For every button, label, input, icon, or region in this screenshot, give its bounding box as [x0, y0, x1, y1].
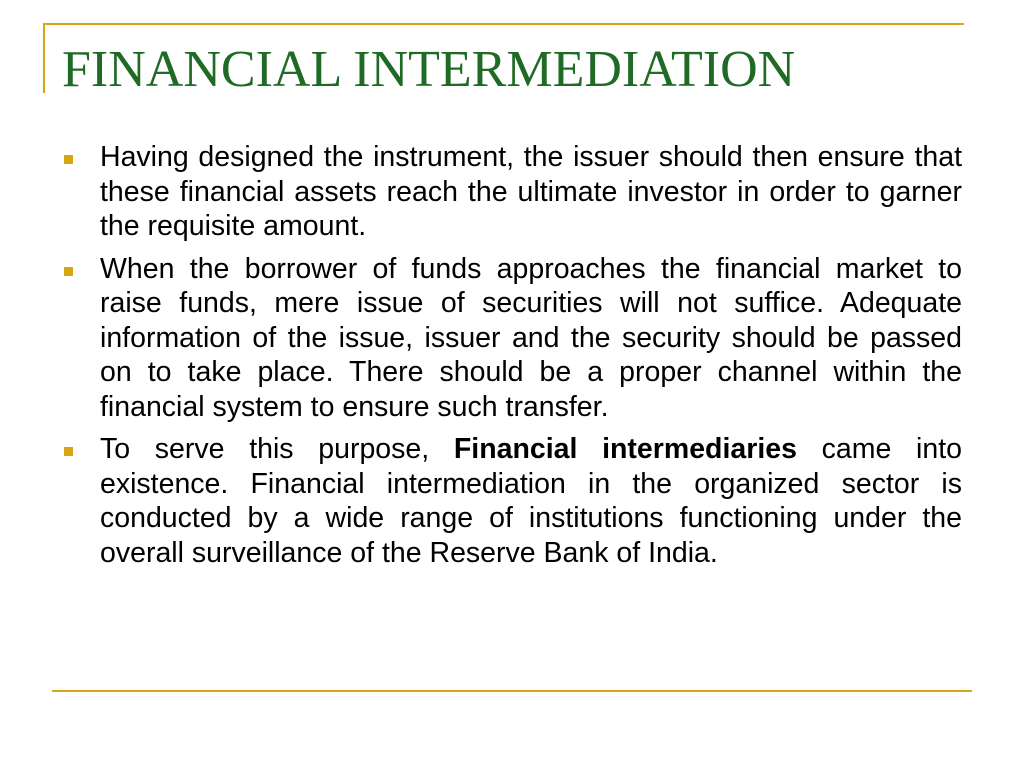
- bottom-rule: [52, 690, 972, 692]
- bullet-item: [62, 140, 962, 244]
- bullet-list: [62, 140, 962, 578]
- slide-title: FINANCIAL INTERMEDIATION: [62, 41, 796, 98]
- bullet-text: When the borrower of funds approaches the financial market to raise funds, mere issue of securities will not suffice. Adequate information of the issue, issuer and the security should be passed on to take place. There should be a proper channel within the financial system to ensure such transfer.: [100, 252, 962, 423]
- bullet-text: Having designed the instrument, the issuer should then ensure that these financial assets reach the ultimate investor in order to garner the requisite amount.: [100, 141, 962, 242]
- bullet-text-emphasis: Financial intermediaries: [453, 433, 797, 465]
- square-bullet-icon: [64, 447, 73, 456]
- top-rule: [44, 23, 964, 25]
- bullet-text-lead: To serve this purpose,: [100, 433, 454, 465]
- square-bullet-icon: [64, 267, 73, 276]
- left-rule: [43, 23, 45, 93]
- bullet-item: [62, 252, 962, 425]
- square-bullet-icon: [64, 155, 73, 164]
- bullet-text-tail: came into existence. Financial intermediation in the organized sector is conducted by a wide range of institutions functioning under the overall surveillance of the Reserve Bank of India.: [100, 433, 962, 569]
- bullet-item: [62, 432, 962, 570]
